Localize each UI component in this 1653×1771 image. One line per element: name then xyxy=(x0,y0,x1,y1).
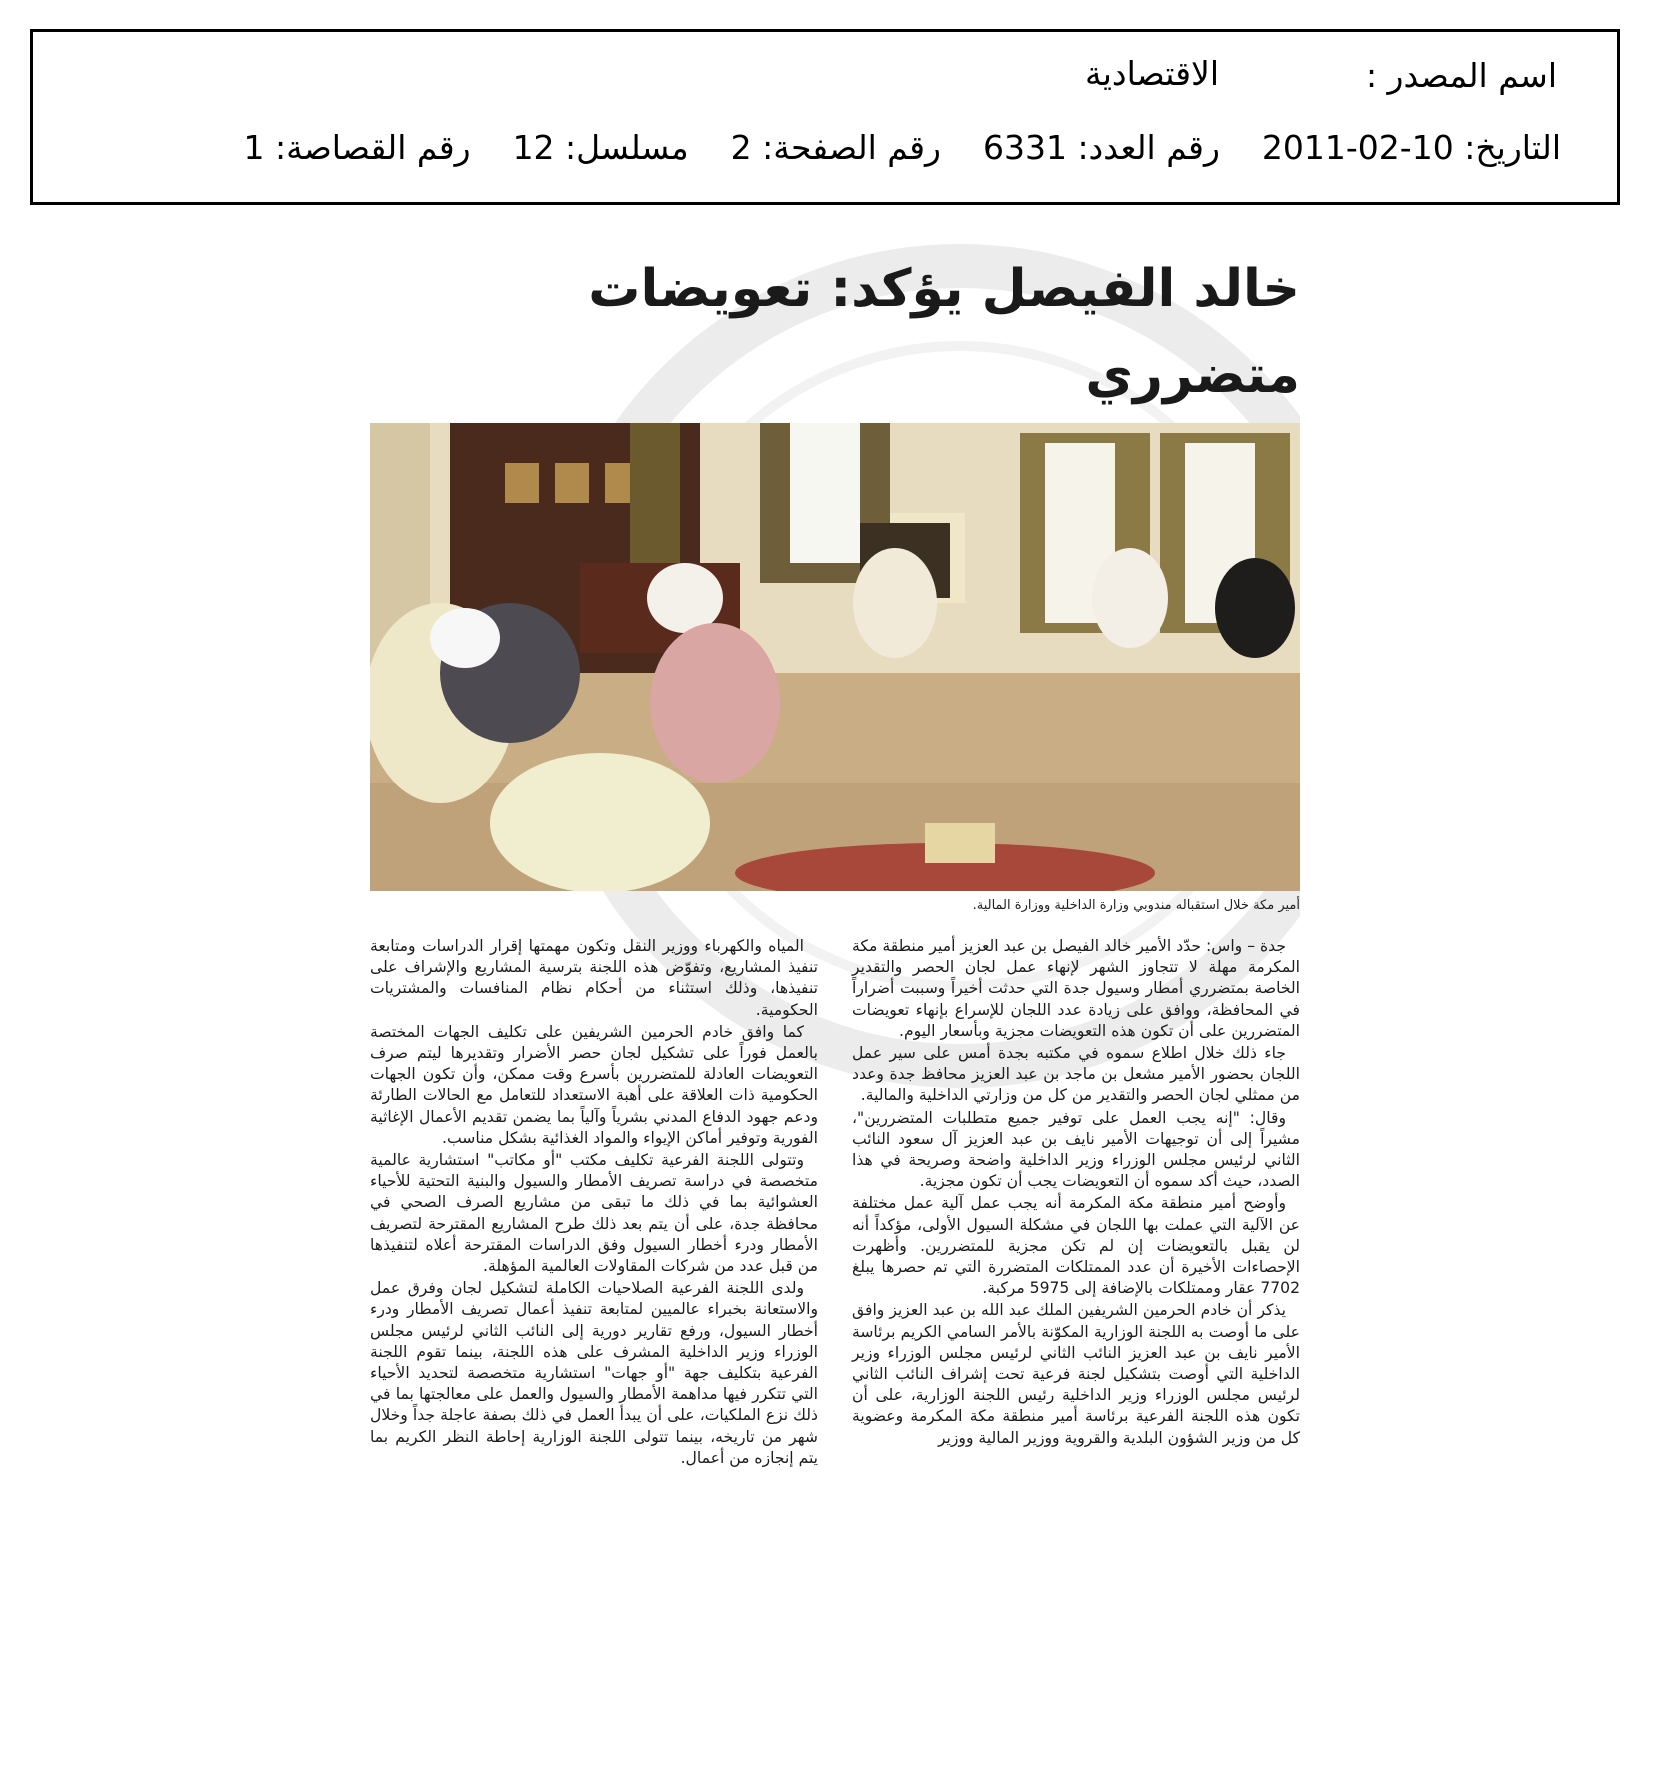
paragraph: وتتولى اللجنة الفرعية تكليف مكتب "أو مكاتب" استشارية عالمية متخصصة في دراسة تصريف الأمطار والسيول والبنية التحتية للأحياء العشوائية بما في ذلك ما تبقى من مشاريع الصرف الصحي في محافظة جدة، على أن يتم بعد ذلك طرح المشاريع المقترحة لتصريف الأمطار ودرء أخطار السيول وفق الدراسات المقترحة أعلاه لتنفيذها من قبل عدد من شركات المقاولات العالمية المؤهلة. xyxy=(370,1151,818,1276)
paragraph: يذكر أن خادم الحرمين الشريفين الملك عبد الله بن عبد العزيز وافق على ما أوصت به اللجنة الوزارية المكوّنة بالأمر السامي الكريم برئاسة الأمير نايف بن عبد العزيز النائب الثاني لرئيس مجلس الوزراء وزير الداخلية التي أوصت بتشكيل لجنة فرعية تحت إشراف النائب الثاني لرئيس مجلس الوزراء وزير الداخلية رئيس اللجنة الوزارية، على أن تكون هذه اللجنة الفرعية برئاسة أمير منطقة مكة المكرمة وعضوية كل من وزير الشؤون البلدية والقروية ووزير المالية ووزير xyxy=(852,1301,1300,1447)
newspaper-clipping xyxy=(370,236,1300,1771)
meeting-room-photo xyxy=(370,423,1300,891)
page-field: رقم الصفحة: 2 xyxy=(730,128,941,167)
photo-caption: أمير مكة خلال استقباله مندوبي وزارة الداخلية ووزارة المالية. xyxy=(972,898,1300,913)
article-photo xyxy=(370,423,1300,891)
clip-number-field: رقم القصاصة: 1 xyxy=(243,128,471,167)
paragraph: جاء ذلك خلال اطلاع سموه في مكتبه بجدة أمس على سير عمل اللجان بحضور الأمير مشعل بن ماجد بن عبد العزيز محافظ جدة وعدد من ممثلي لجان الحصر والتقدير من كل من وزارتي الداخلية والمالية. xyxy=(852,1044,1300,1105)
paragraph: وقال: "إنه يجب العمل على توفير جميع متطلبات المتضررين"، مشيراً إلى أن توجيهات الأمير نايف بن عبد العزيز آل سعود النائب الثاني لرئيس مجلس الوزراء وزير الداخلية واضحة وصريحة في هذا الصدد، حيث أكد سموه أن التعويضات يجب أن تكون مجزية. xyxy=(852,1108,1300,1191)
headline-line-1: خالد الفيصل يؤكد: تعويضات متضرري xyxy=(588,259,1300,405)
article-column-left xyxy=(370,936,818,1470)
paragraph: المياه والكهرباء ووزير النقل وتكون مهمتها إقرار الدراسات ومتابعة تنفيذ المشاريع، وتفوّض هذه اللجنة بترسية المشاريع والإشراف على تنفيذها، وذلك استثناء من أحكام نظام المنافسات والمشتريات الحكومية. xyxy=(370,937,818,1019)
article-column-right xyxy=(852,936,1300,1450)
paragraph: كما وافق خادم الحرمين الشريفين على تكليف الجهات المختصة بالعمل فوراً على تشكيل لجان حصر الأضرار وتقديرها ليتم صرف التعويضات العادلة للمتضررين بأسرع وقت ممكن، وأن تكون الجهات الحكومية ذات العلاقة على أهبة الاستعداد للتعامل مع الحالات الطارئة ودعم جهود الدفاع المدني بشرياً وآلياً بما يضمن تقديم الأعمال الإغاثية الفورية وتوفير أماكن الإيواء والمواد الغذائية بشكل مناسب. xyxy=(370,1022,818,1147)
metadata-row xyxy=(243,128,1561,167)
clipping-metadata-box xyxy=(30,29,1620,205)
source-label: اسم المصدر : xyxy=(1365,56,1557,95)
serial-field: مسلسل: 12 xyxy=(512,128,689,167)
issue-field: رقم العدد: 6331 xyxy=(982,128,1220,167)
paragraph: وأوضح أمير منطقة مكة المكرمة أنه يجب عمل آلية عمل مختلفة عن الآلية التي عملت بها اللجان في مشكلة السيول الأولى، مؤكداً أنه لن يقبل بالتعويضات إن لم تكن مجزية للمتضررين. وأظهرت الإحصاءات الأخيرة أن عدد الممتلكات المتضررة التي تم حصرها يبلغ 7702 عقار وممتلكات بالإضافة إلى 5975 مركبة. xyxy=(852,1194,1300,1298)
source-value: الاقتصادية xyxy=(1085,54,1219,93)
paragraph: جدة – واس: حدّد الأمير خالد الفيصل بن عبد العزيز أمير منطقة مكة المكرمة مهلة لا تتجاوز الشهر لإنهاء عمل لجان الحصر والتقدير الخاصة بمتضرري أمطار وسيول جدة التي حدثت أخيراً وسببت أضراراً في المحافظة، ووافق على زيادة عدد اللجان للإسراع بإنهاء تعويضات المتضررين على أن تكون هذه التعويضات مجزية وبأسعار اليوم. xyxy=(852,937,1300,1040)
paragraph: ولدى اللجنة الفرعية الصلاحيات الكاملة لتشكيل لجان وفرق عمل والاستعانة بخبراء عالميين لمتابعة تنفيذ أعمال تصريف الأمطار ودرء أخطار السيول، ورفع تقارير دورية إلى النائب الثاني لرئيس مجلس الوزراء وزير الداخلية المشرف على هذه اللجنة، بينما تقوم اللجنة الفرعية بتكليف جهة "أو جهات" استشارية متخصصة لتحديد الأحياء التي تتكرر فيها مداهمة الأمطار والسيول والعمل على معالجتها بما في ذلك نزع الملكيات، على أن يبدأ العمل في ذلك بصفة عاجلة جداً وخلال شهر من تاريخه، بينما تتولى اللجنة الوزارية إحاطة النظر الكريم بما يتم إنجازه من أعمال. xyxy=(370,1279,818,1467)
date-field: التاريخ: 10-02-2011 xyxy=(1261,128,1561,167)
